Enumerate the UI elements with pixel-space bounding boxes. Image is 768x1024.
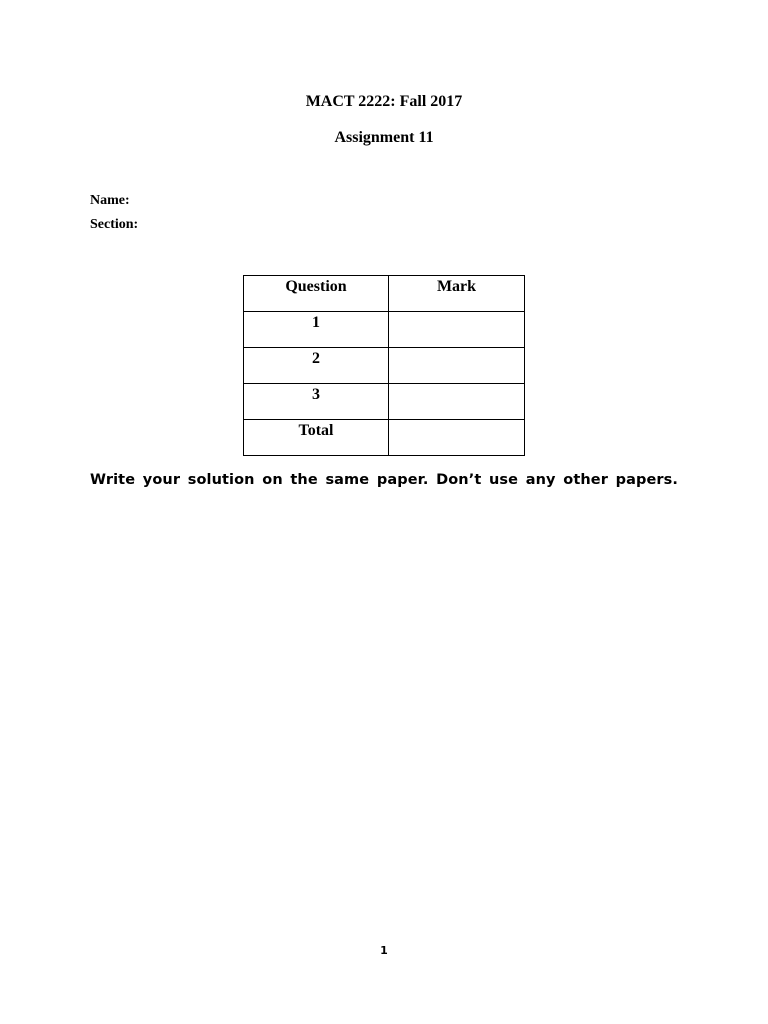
mark-cell xyxy=(389,348,525,384)
question-cell: 3 xyxy=(244,384,389,420)
total-mark-cell xyxy=(389,420,525,456)
question-cell: 1 xyxy=(244,312,389,348)
section-label: Section: xyxy=(90,217,139,232)
question-cell: 2 xyxy=(244,348,389,384)
mark-cell xyxy=(389,312,525,348)
mark-cell xyxy=(389,384,525,420)
table-row xyxy=(244,312,525,348)
assignment-title: Assignment 11 xyxy=(334,129,434,146)
course-title: MACT 2222: Fall 2017 xyxy=(305,93,463,110)
column-header-mark: Mark xyxy=(389,276,525,312)
page-number: 1 xyxy=(380,944,388,957)
name-label: Name: xyxy=(90,193,130,208)
column-header-question: Question xyxy=(244,276,389,312)
table-row-total xyxy=(244,420,525,456)
total-label-cell: Total xyxy=(244,420,389,456)
table-header-row xyxy=(244,276,525,312)
marks-table xyxy=(243,275,525,456)
table-row xyxy=(244,384,525,420)
instruction-text: Write your solution on the same paper. Don’t use any other papers. xyxy=(90,472,678,488)
table-row xyxy=(244,348,525,384)
